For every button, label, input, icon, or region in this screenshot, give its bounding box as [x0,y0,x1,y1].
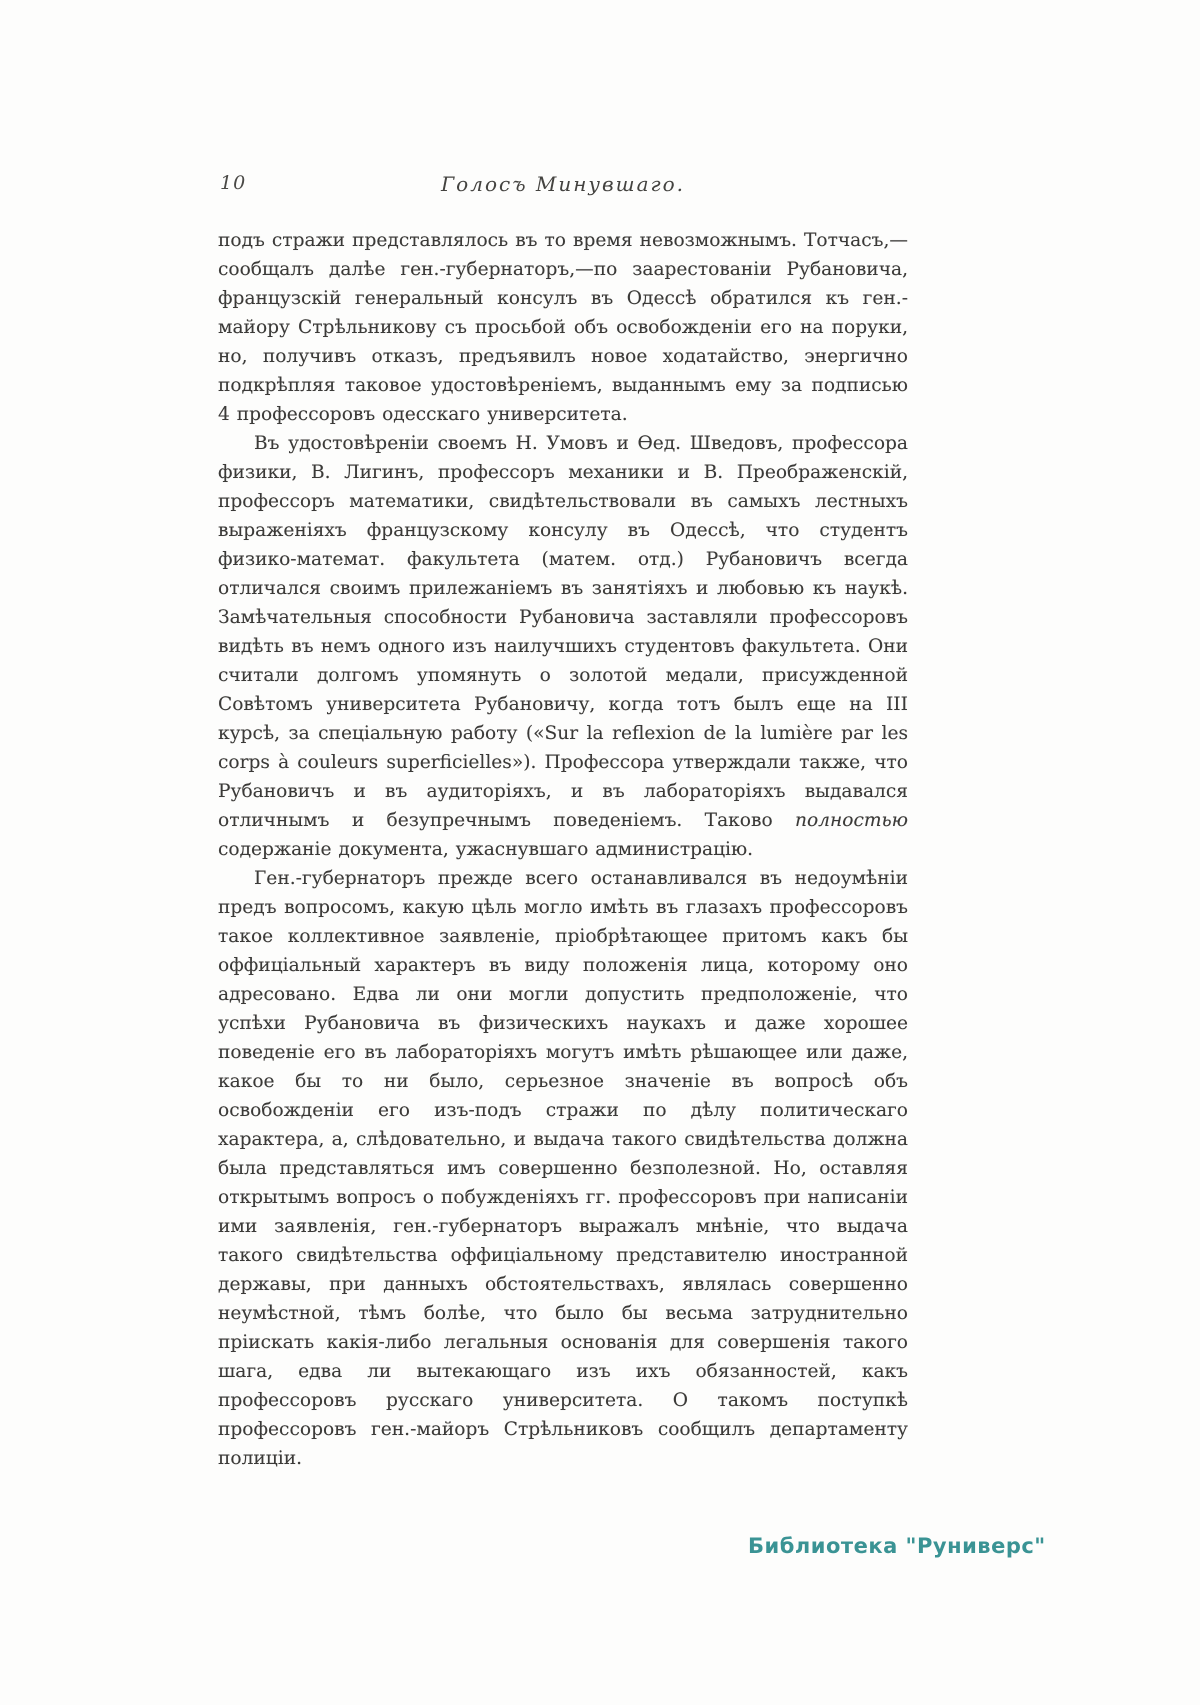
paragraph [218,226,908,429]
library-watermark: Библиотека "Руниверс" [748,1534,1046,1558]
text-run: Въ удостовѣреніи своемъ Н. Умовъ и Ѳед. Шведовъ, профессора физики, В. Лигинъ, профессоръ механики и В. Преображенскій, профессоръ математики, свидѣтельствовали въ самыхъ лестныхъ выраженіяхъ французскому консулу въ Одессѣ, что студентъ физико-математ. факультета (матем. отд.) Рубановичъ всегда отличался своимъ прилежаніемъ въ занятіяхъ и любовью къ наукѣ. Замѣчательныя способности Рубановича заставляли профессоровъ видѣть въ немъ одного изъ наилучшихъ студентовъ факультета. Они считали долгомъ упомянуть о золотой медали, присужденной Совѣтомъ университета Рубановичу, когда тотъ былъ еще на III курсѣ, за спеціальную работу («Sur la reflexion de la lumière par les corps à couleurs superficielles»). Профессора утверждали также, что Рубановичъ и въ аудиторіяхъ, и въ лабораторіяхъ выдавался отличнымъ и безупречнымъ поведеніемъ. Таково [218,433,908,831]
text-block [218,226,908,1473]
text-run: Ген.-губернаторъ прежде всего останавливался въ недоумѣніи предъ вопросомъ, какую цѣль могло имѣть въ глазахъ профессоровъ такое коллективное заявленіе, пріобрѣтающее притомъ какъ бы оффиціальный характеръ въ виду положенія лица, которому оно адресовано. Едва ли они могли допустить предположеніе, что успѣхи Рубановича въ физическихъ наукахъ и даже хорошее поведеніе его въ лабораторіяхъ могутъ имѣть рѣшающее или даже, какое бы то ни было, серьезное значеніе въ вопросѣ объ освобожденіи его изъ-подъ стражи по дѣлу политическаго характера, а, слѣдовательно, и выдача такого свидѣтельства должна была представляться имъ совершенно безполезной. Но, оставляя открытымъ вопросъ о побужденіяхъ гг. профессоровъ при написаніи ими заявленія, ген.-губернаторъ выражалъ мнѣніе, что выдача такого свидѣтельства оффиціальному представителю иностранной державы, при данныхъ обстоятельствахъ, являлась совершенно неумѣстной, тѣмъ болѣе, что было бы весьма затруднительно пріискать какія-либо легальныя основанія для совершенія такого шага, едва ли вытекающаго изъ ихъ обязанностей, какъ профессоровъ русскаго университета. О такомъ поступкѣ профессоровъ ген.-майоръ Стрѣльниковъ сообщилъ департаменту полиціи. [218,868,908,1469]
paragraph [218,864,908,1473]
running-header [218,172,908,202]
running-title: Голосъ Минувшаго. [440,172,686,196]
emphasized-text-run: полностью [795,810,908,831]
paragraph [218,429,908,864]
text-run: подъ стражи представлялось въ то время невозможнымъ. Тотчасъ,—сообщалъ далѣе ген.-губернаторъ,—по заарестованіи Рубановича, французскій генеральный консулъ въ Одессѣ обратился къ ген.-майору Стрѣльникову съ просьбой объ освобожденіи его на поруки, но, получивъ отказъ, предъявилъ новое ходатайство, энергично подкрѣпляя таковое удостовѣреніемъ, выданнымъ ему за подписью 4 профессоровъ одесскаго университета. [218,230,908,425]
text-run: содержаніе документа, ужаснувшаго администрацію. [218,839,754,860]
page-number: 10 [220,172,247,194]
